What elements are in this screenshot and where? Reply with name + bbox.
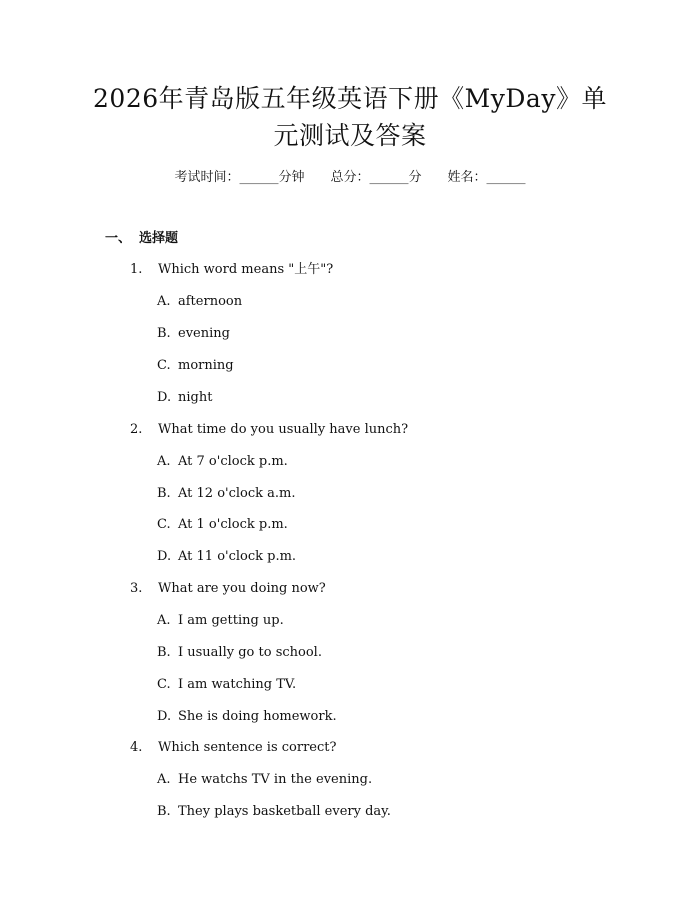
option-letter: C. xyxy=(157,358,171,373)
option-text: At 12 o'clock a.m. xyxy=(178,486,296,501)
question-text: Which word means "上午"? xyxy=(158,262,334,277)
option-text: At 11 o'clock p.m. xyxy=(178,549,297,564)
question-1-option-c xyxy=(157,357,234,375)
student-name-field: 姓名：______ xyxy=(447,170,526,185)
option-text: I am watching TV. xyxy=(178,677,297,692)
document-title-line-1: 2026年青岛版五年级英语下册《MyDay》单 xyxy=(93,84,607,113)
question-number: 2. xyxy=(130,422,143,437)
option-text: At 7 o'clock p.m. xyxy=(178,454,288,469)
exam-time-field: 考试时间：______分钟 xyxy=(174,170,305,185)
question-1 xyxy=(130,261,333,279)
option-letter: C. xyxy=(157,517,171,532)
total-score-field: 总分：______分 xyxy=(330,170,422,185)
question-1-option-b xyxy=(157,325,230,343)
section-heading xyxy=(105,230,178,248)
option-letter: D. xyxy=(157,390,172,405)
question-3 xyxy=(130,580,326,598)
question-3-option-a xyxy=(157,612,284,630)
exam-meta xyxy=(0,169,700,187)
question-text: What are you doing now? xyxy=(158,581,326,596)
question-4-option-b xyxy=(157,803,391,821)
option-text: At 1 o'clock p.m. xyxy=(178,517,288,532)
question-2-option-c xyxy=(157,516,288,534)
option-text: evening xyxy=(178,326,230,341)
option-letter: B. xyxy=(157,486,171,501)
question-number: 1. xyxy=(130,262,143,277)
question-2-option-d xyxy=(157,548,296,566)
question-3-option-b xyxy=(157,644,322,662)
option-text: I am getting up. xyxy=(178,613,284,628)
question-3-option-c xyxy=(157,676,296,694)
section-number: 一、 xyxy=(105,231,132,246)
option-letter: C. xyxy=(157,677,171,692)
option-letter: B. xyxy=(157,804,171,819)
question-1-option-d xyxy=(157,389,212,407)
option-text: afternoon xyxy=(178,294,243,309)
question-4 xyxy=(130,739,336,757)
question-2-option-a xyxy=(157,453,288,471)
option-text: They plays basketball every day. xyxy=(178,804,391,819)
question-3-option-d xyxy=(157,708,337,726)
option-letter: B. xyxy=(157,326,171,341)
question-1-option-a xyxy=(157,293,242,311)
question-2 xyxy=(130,421,408,439)
question-number: 4. xyxy=(130,740,143,755)
option-text: He watchs TV in the evening. xyxy=(178,772,373,787)
section-title: 选择题 xyxy=(139,231,179,246)
question-text: What time do you usually have lunch? xyxy=(158,422,409,437)
document-title-line-2: 元测试及答案 xyxy=(273,121,427,150)
option-letter: A. xyxy=(157,772,171,787)
option-letter: D. xyxy=(157,549,172,564)
option-letter: D. xyxy=(157,709,172,724)
option-text: I usually go to school. xyxy=(178,645,322,660)
option-letter: A. xyxy=(157,613,171,628)
question-number: 3. xyxy=(130,581,143,596)
option-text: night xyxy=(178,390,213,405)
question-2-option-b xyxy=(157,485,296,503)
option-text: She is doing homework. xyxy=(178,709,337,724)
option-letter: B. xyxy=(157,645,171,660)
question-4-option-a xyxy=(157,771,372,789)
option-letter: A. xyxy=(157,294,171,309)
option-letter: A. xyxy=(157,454,171,469)
option-text: morning xyxy=(178,358,234,373)
question-text: Which sentence is correct? xyxy=(158,740,337,755)
